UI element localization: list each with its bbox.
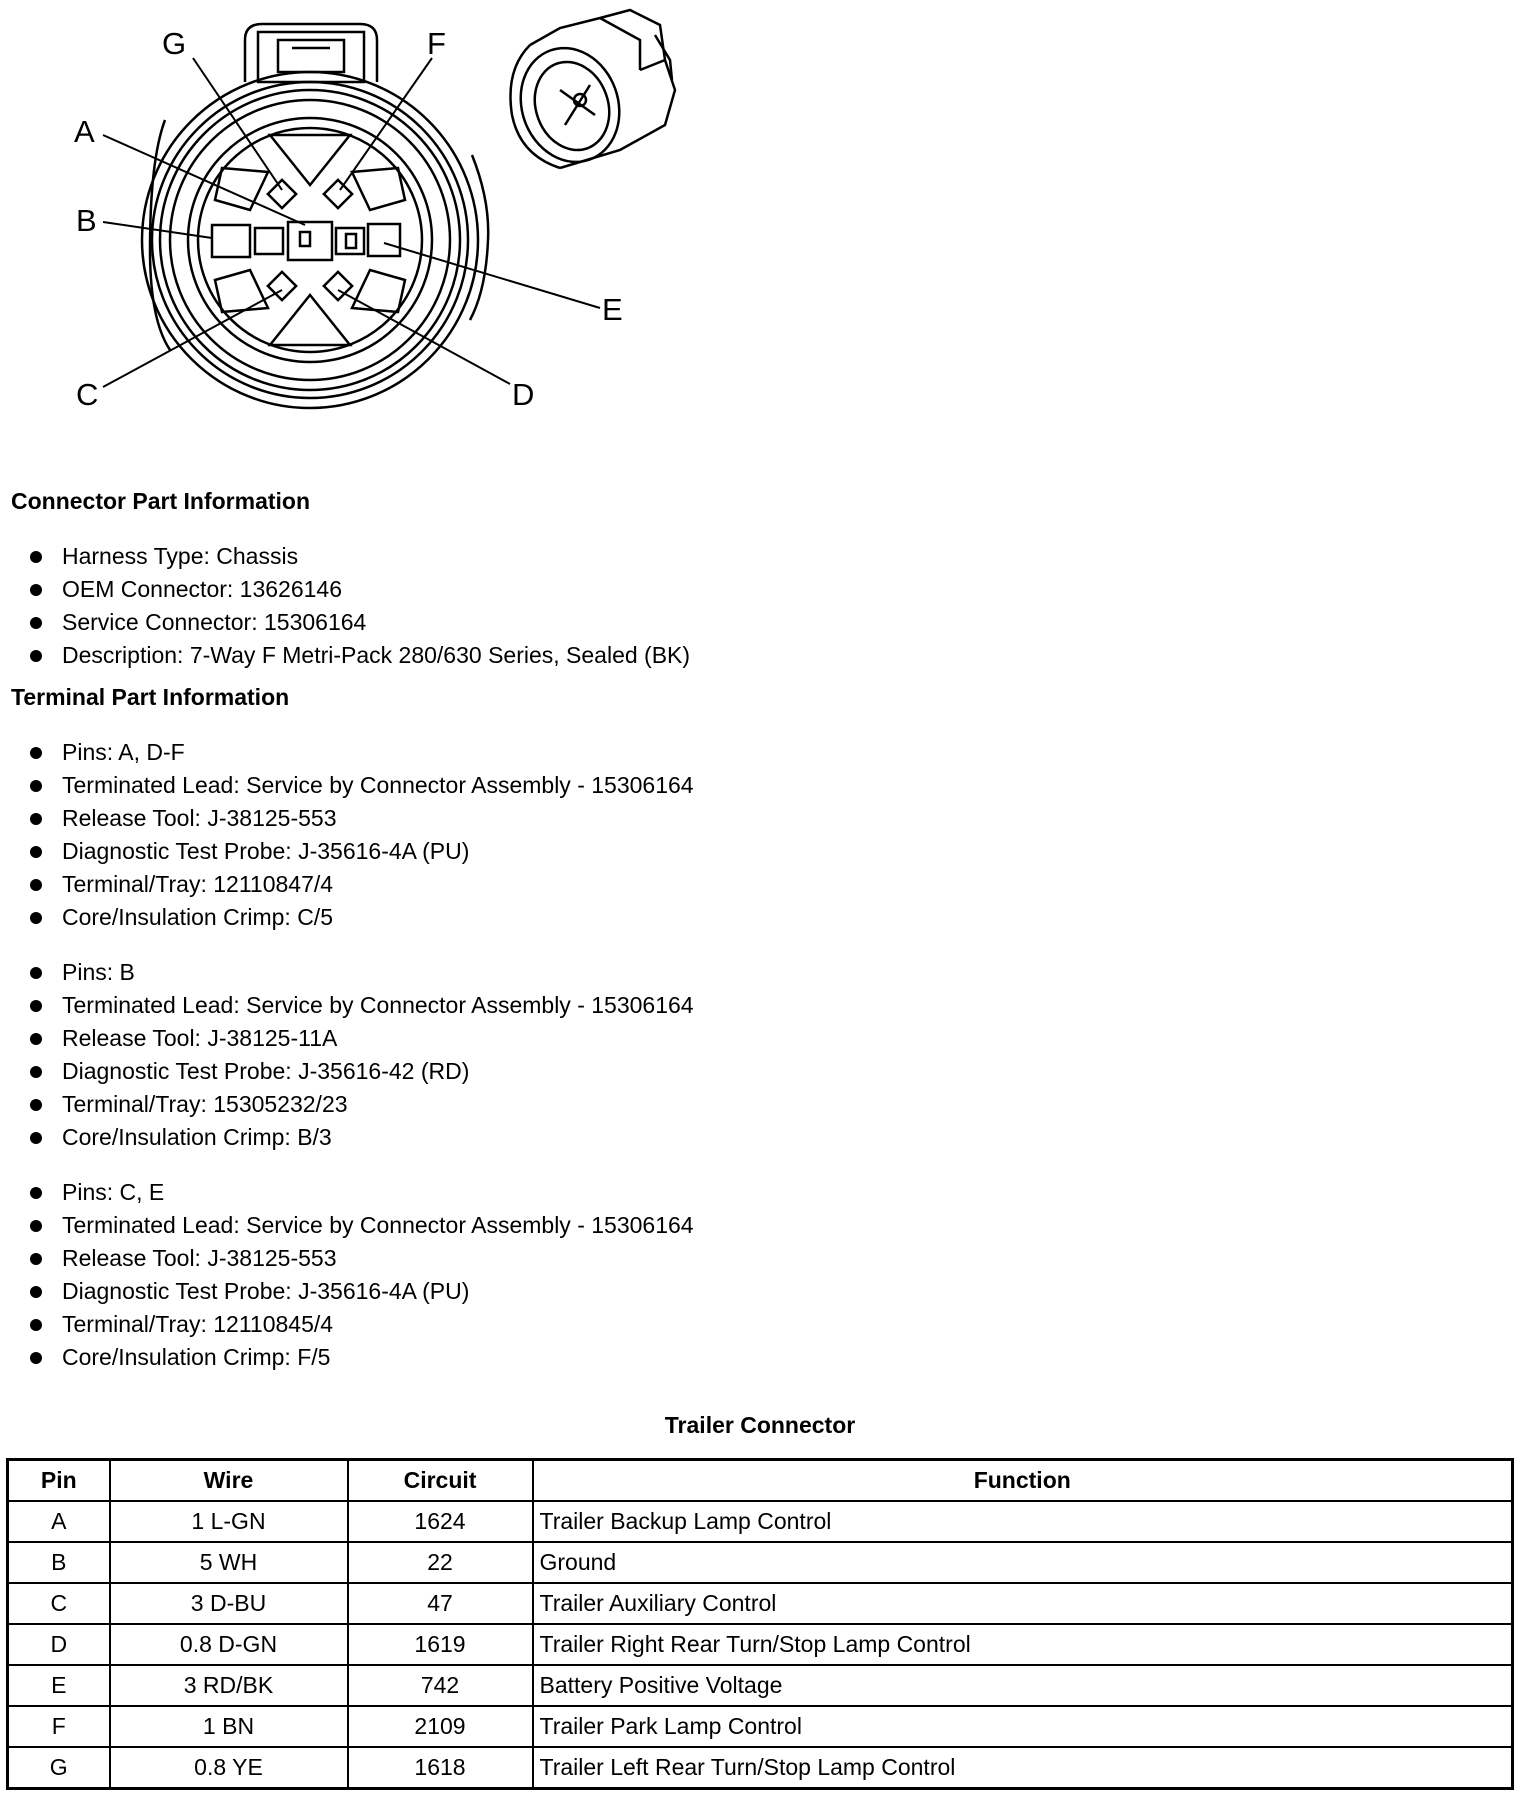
terminal-b [212, 225, 250, 257]
column-header-circuit: Circuit [348, 1460, 533, 1502]
list-item: Core/Insulation Crimp: F/5 [28, 1341, 694, 1374]
column-header-function: Function [533, 1460, 1513, 1502]
list-item: Release Tool: J-38125-553 [28, 1242, 694, 1275]
list-item: Release Tool: J-38125-11A [28, 1022, 694, 1055]
table-row [8, 1706, 1513, 1747]
list-item: Core/Insulation Crimp: B/3 [28, 1121, 694, 1154]
pin-label-b: B [76, 203, 97, 238]
pin-label-d: D [512, 377, 535, 412]
list-item: Terminal/Tray: 12110847/4 [28, 868, 694, 901]
cell-pin: F [8, 1706, 110, 1747]
connector-face-diagram [0, 0, 760, 430]
list-item: Terminal/Tray: 12110845/4 [28, 1308, 694, 1341]
list-item: Pins: A, D-F [28, 736, 694, 769]
pin-label-c: C [76, 377, 99, 412]
cell-circuit: 1624 [348, 1501, 533, 1542]
pin-label-e: E [602, 292, 623, 327]
leader-b [103, 222, 212, 238]
cell-function: Trailer Auxiliary Control [533, 1583, 1513, 1624]
list-item: Terminal/Tray: 15305232/23 [28, 1088, 694, 1121]
connector-isometric-view [505, 10, 675, 176]
cell-wire: 0.8 D-GN [110, 1624, 348, 1665]
cell-wire: 0.8 YE [110, 1747, 348, 1789]
cell-pin: E [8, 1665, 110, 1706]
table-row [8, 1665, 1513, 1706]
cell-circuit: 1618 [348, 1747, 533, 1789]
table-row [8, 1542, 1513, 1583]
cavity [270, 135, 350, 185]
connector-part-info-title: Connector Part Information [11, 488, 311, 514]
cell-pin: B [8, 1542, 110, 1583]
list-item: Terminated Lead: Service by Connector Assembly - 15306164 [28, 769, 694, 802]
list-item: OEM Connector: 13626146 [28, 573, 690, 606]
cell-function: Trailer Park Lamp Control [533, 1706, 1513, 1747]
list-item: Pins: C, E [28, 1176, 694, 1209]
terminal-part-info-title: Terminal Part Information [11, 684, 290, 710]
cell-function: Ground [533, 1542, 1513, 1583]
terminal-group-2 [28, 956, 694, 1154]
list-item: Harness Type: Chassis [28, 540, 690, 573]
list-item: Release Tool: J-38125-553 [28, 802, 694, 835]
list-item: Pins: B [28, 956, 694, 989]
table-header-row [8, 1460, 1513, 1502]
table-row [8, 1747, 1513, 1789]
cell-wire: 3 D-BU [110, 1583, 348, 1624]
terminal-group-3 [28, 1176, 694, 1374]
list-item: Description: 7-Way F Metri-Pack 280/630 Series, Sealed (BK) [28, 639, 690, 672]
terminal-g [268, 180, 296, 208]
cell-circuit: 742 [348, 1665, 533, 1706]
cell-function: Trailer Left Rear Turn/Stop Lamp Control [533, 1747, 1513, 1789]
list-item: Terminated Lead: Service by Connector Assembly - 15306164 [28, 1209, 694, 1242]
cell-function: Trailer Right Rear Turn/Stop Lamp Control [533, 1624, 1513, 1665]
terminal-e [336, 228, 364, 254]
cell-wire: 1 BN [110, 1706, 348, 1747]
cell-function: Battery Positive Voltage [533, 1665, 1513, 1706]
terminal-group-1 [28, 736, 694, 934]
cell-pin: G [8, 1747, 110, 1789]
list-item: Terminated Lead: Service by Connector Assembly - 15306164 [28, 989, 694, 1022]
column-header-wire: Wire [110, 1460, 348, 1502]
cell-wire: 5 WH [110, 1542, 348, 1583]
pin-label-a: A [74, 114, 95, 149]
cavity [270, 295, 350, 345]
list-item: Diagnostic Test Probe: J-35616-42 (RD) [28, 1055, 694, 1088]
pinout-table [6, 1458, 1514, 1790]
column-header-pin: Pin [8, 1460, 110, 1502]
cell-pin: A [8, 1501, 110, 1542]
table-row [8, 1624, 1513, 1665]
cell-circuit: 47 [348, 1583, 533, 1624]
table-title: Trailer Connector [664, 1412, 856, 1438]
list-item: Diagnostic Test Probe: J-35616-4A (PU) [28, 835, 694, 868]
list-item: Diagnostic Test Probe: J-35616-4A (PU) [28, 1275, 694, 1308]
table-row [8, 1501, 1513, 1542]
cell-pin: D [8, 1624, 110, 1665]
cell-circuit: 22 [348, 1542, 533, 1583]
connector-part-info-list [28, 540, 690, 672]
pin-label-g: G [162, 26, 187, 61]
terminal-f [324, 180, 352, 208]
cell-circuit: 1619 [348, 1624, 533, 1665]
cell-wire: 3 RD/BK [110, 1665, 348, 1706]
list-item: Service Connector: 15306164 [28, 606, 690, 639]
cell-wire: 1 L-GN [110, 1501, 348, 1542]
cell-function: Trailer Backup Lamp Control [533, 1501, 1513, 1542]
cell-pin: C [8, 1583, 110, 1624]
cell-circuit: 2109 [348, 1706, 533, 1747]
list-item: Core/Insulation Crimp: C/5 [28, 901, 694, 934]
pin-label-f: F [427, 26, 446, 61]
table-row [8, 1583, 1513, 1624]
